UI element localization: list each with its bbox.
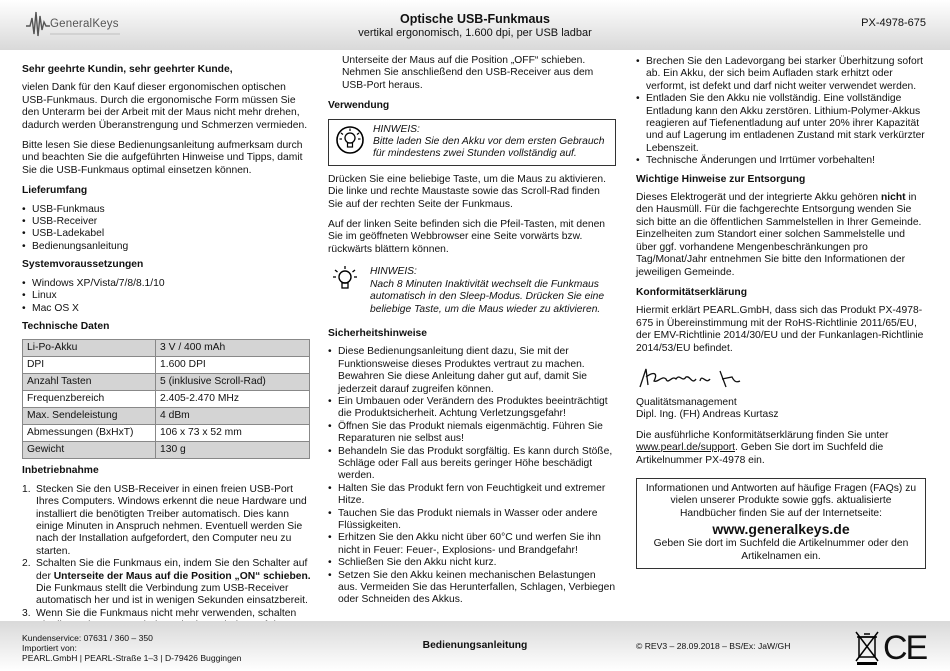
list-item: • Setzen Sie den Akku keinen mechanischen Belastungen aus. Vermeiden Sie das Herunterfallen, Schlagen, Verbiegen oder Schneiden des Akkus. [328,570,616,607]
qm-name: Dipl. Ing. (FH) Andreas Kurtasz [636,409,779,421]
spec-label: Gewicht [23,442,156,459]
table-row [23,442,310,459]
conformity-paragraph: Hiermit erklärt PEARL.GmbH, dass sich das Produkt PX-4978-675 in Übereinstimmung mit der RoHS-Richtlinie 2011/65/EU, der EMV-Richtlinie 2014/30/EU und der Funkanlagen-Richtlinie 2014/53/EU befindet. [636,305,924,354]
article-number: PX-4978-675 [861,17,926,29]
spec-value: 130 g [156,442,310,459]
faq-text: Geben Sie dort im Suchfeld die Artikelnummer oder den Artikelnamen ein. [653,538,909,562]
list-item: • Windows XP/Vista/7/8/8.1/10 [22,278,312,290]
note-box-2 [328,262,616,320]
list-item: • Tauchen Sie das Produkt niemals in Wasser oder andere Flüssigkeiten. [328,508,616,533]
spec-label: Max. Sendeleistung [23,408,156,425]
support-link[interactable]: www.pearl.de/support [636,442,736,454]
list-item: • Behandeln Sie das Produkt sorgfältig. Es kann durch Stöße, Schläge oder Fall aus bereits geringer Höhe beschädigt werden. [328,446,616,483]
step-text-bold: Unterseite der Maus auf die Position „ON“ schieben. [53,570,311,582]
disposal-text: in den Hausmüll. Für die fachgerechte Entsorgung wenden Sie sich bitte an die öffentlichen Sammelstellen in Ihrer Gemeinde. Einzelheiten zum Standort einer solchen Sammelstelle und über ggf. vorhandene Mengenbeschränkungen pro Tag/Monat/Jahr entnehmen Sie bitte den Informationen der jeweiligen Gemeinde. [636,192,922,278]
spec-value: 3 V / 400 mAh [156,340,310,357]
spec-value: 4 dBm [156,408,310,425]
sysreq-heading: Systemvoraussetzungen [22,259,144,271]
lightbulb-icon [330,264,360,294]
table-row [23,374,310,391]
spec-label: Anzahl Tasten [23,374,156,391]
greeting: Sehr geehrte Kundin, sehr geehrter Kunde, [22,64,233,75]
table-row [23,408,310,425]
list-item: • Öffnen Sie das Produkt niemals eigenmächtig. Führen Sie Reparaturen nie selbst aus! [328,421,616,446]
table-row [23,391,310,408]
scope-heading: Lieferumfang [22,185,88,197]
step-number: 1. [22,483,31,495]
list-item: • USB-Funkmaus [22,204,312,216]
step-number: 2. [22,558,31,570]
intro-paragraph-1: vielen Dank für den Kauf dieser ergonomischen optischen USB-Funkmaus. Durch die ergonomische Form müssen Sie den Unterarm bei der Arbeit mit der Maus nicht mehr drehen, dadurch werden Überanstrengung und Schmerzen vermieden. [22,82,308,131]
column-1 [22,62,312,633]
disposal-paragraph [636,192,926,279]
list-item: • Erhitzen Sie den Akku nicht über 60°C und werfen Sie ihn nicht in Feuer: Feuer-, Explosions- und Brandgefahr! [328,532,616,557]
specs-table [22,339,310,459]
step-text: Schalten Sie die Funkmaus ein, indem Sie den Schalter auf der [36,558,308,582]
list-item: • USB-Receiver [22,216,312,228]
revision-info: © REV3 – 28.09.2018 – BS/Ex: JaW/GH [636,641,791,651]
spec-label: Frequenzbereich [23,391,156,408]
ce-mark: CE [883,629,927,667]
step-text: Die Funkmaus stellt die Verbindung zum USB-Receiver automatisch her und ist in wenigen Sekunden einsatzbereit. [36,582,308,607]
step-text: Stecken Sie den USB-Receiver in einen freien USB-Port Ihres Computers. Windows erkennt die neue Hardware und installiert die benötigten Treiber automatisch. Dies kann einige Minuten in Anspruch nehmen. Eventuell werden Sie nach der Installation aufgefordert, den Computer neu zu starten. [36,483,307,557]
step-text: Wenn Sie die Funkmaus nicht mehr verwenden, schalten [36,607,297,619]
list-item: • Brechen Sie den Ladevorgang bei starker Überhitzung sofort ab. Ein Akku, der sich beim Aufladen stark erhitzt oder verformt, ist defekt und darf nicht weiter verwendet werden. [636,56,926,93]
list-item: • Bedienungsanleitung [22,241,312,253]
faq-url[interactable]: www.generalkeys.de [712,521,850,538]
full-declaration [636,430,926,467]
usage-paragraph-2: Auf der linken Seite befinden sich die Pfeil-Tasten, mit denen Sie im geöffneten Webbrowser eine Seite vorwärts bzw. rückwärts blättern können. [328,219,606,255]
spec-label: Abmessungen (BxHxT) [23,425,156,442]
page-header [0,0,950,50]
list-item: • Entladen Sie den Akku nie vollständig. Eine vollständige Entladung kann den Akku zerstören. Lithium-Polymer-Akkus reagieren auf Tiefenentladung auf unter 20% ihrer Kapazität und auf Lagerung im entladenen Zustand mit stark verkürzter Lebenszeit. [636,93,926,155]
brand-logo [24,8,124,40]
spec-value: 2.405-2.470 MHz [156,391,310,408]
conformity-heading: Konformitätserklärung [636,286,747,298]
footer-contact [22,633,241,664]
step-3-continued: Unterseite der Maus auf die Position „OFF“ schieben. Nehmen Sie anschließend den USB-Receiver aus dem USB-Port heraus. [342,55,594,91]
faq-text: Informationen und Antworten auf häufige Fragen (FAQs) zu vielen unserer Produkte sowie ggfs. aktualisierte Handbücher finden Sie auf der Internetseite: [645,483,917,519]
spec-label: Li-Po-Akku [23,340,156,357]
list-item: • USB-Ladekabel [22,228,312,240]
tech-heading: Technische Daten [22,320,110,332]
disposal-heading: Wichtige Hinweise zur Entsorgung [636,173,806,185]
note-text: Bitte laden Sie den Akku vor dem ersten Gebrauch für mindestens zwei Stunden vollständig auf. [373,136,605,160]
lightbulb-icon [335,125,365,155]
disposal-bold: nicht [880,192,906,204]
qm-title: Qualitätsmanagement [636,396,737,408]
note-title: HINWEIS: [373,123,420,135]
spec-value: 106 x 73 x 52 mm [156,425,310,442]
document-subtitle: vertikal ergonomisch, 1.600 dpi, per USB ladbar [358,27,592,39]
signature [636,363,926,395]
list-item: • Ein Umbauen oder Verändern des Produktes beeinträchtigt die Produktsicherheit. Achtung Verletzungsgefahr! [328,396,616,421]
disposal-text: Dieses Elektrogerät und der integrierte Akku gehören [636,192,881,204]
column-2 [328,55,616,613]
safety-list [328,346,616,607]
intro-paragraph-2: Bitte lesen Sie diese Bedienungsanleitung aufmerksam durch und beachten Sie die aufgeführten Hinweise und Tipps, damit Sie die USB-Funkmaus optimal einsetzen können. [22,140,303,176]
scope-list [22,204,312,254]
setup-heading: Inbetriebnahme [22,465,99,477]
faq-box [636,478,926,569]
table-row [23,357,310,374]
declaration-text: . Geben Sie dort im Suchfeld die Artikelnummer PX-4978 ein. [636,442,884,466]
note-box-1 [328,119,616,166]
spec-label: DPI [23,357,156,374]
list-item: • Schließen Sie den Akku nicht kurz. [328,557,616,569]
signature-image [636,363,766,395]
list-item: • Linux [22,290,312,302]
usage-paragraph-1: Drücken Sie eine beliebige Taste, um die Maus zu aktivieren. Die linke und rechte Maustaste sowie das Scroll-Rad finden Sie auf der rechten Seite der Funkmaus. [328,173,606,210]
list-item: • Halten Sie das Produkt fern von Feuchtigkeit und extremer Hitze. [328,483,616,508]
setup-step-2 [22,558,312,608]
column-3 [636,56,926,475]
document-type: Bedienungsanleitung [422,640,528,651]
spec-value: 1.600 DPI [156,357,310,374]
address-line: PEARL.GmbH | PEARL-Straße 1–3 | D-79426 Buggingen [22,653,242,664]
list-item: • Technische Änderungen und Irrtümer vorbehalten! [636,155,926,167]
sysreq-list [22,278,312,315]
note-title: HINWEIS: [370,266,417,278]
document-title: Optische USB-Funkmaus [399,12,551,26]
setup-steps [22,484,312,633]
table-row [23,340,310,357]
setup-step-1 [22,484,312,558]
logo-text: GeneralKeys [50,18,119,30]
list-item: • Diese Bedienungsanleitung dient dazu, Sie mit der Funktionsweise dieses Produktes vertraut zu machen. Bewahren Sie diese Anleitung daher gut auf, damit Sie jederzeit darauf zugreifen können. [328,346,616,396]
table-row [23,425,310,442]
safety-list-continued [636,56,926,168]
safety-heading: Sicherheitshinweise [328,327,428,339]
step-number: 3. [22,607,31,619]
spec-value: 5 (inklusive Scroll-Rad) [156,374,310,391]
importer-line: Importiert von: [22,643,77,654]
note-text: Nach 8 Minuten Inaktivität wechselt die Funkmaus automatisch in den Sleep-Modus. Drücken Sie eine beliebige Taste, um die Maus wieder zu aktivieren. [370,278,605,315]
declaration-text: Die ausführliche Konformitätserklärung finden Sie unter [636,429,889,441]
service-line: Kundenservice: 07631 / 360 – 350 [22,633,153,643]
page-footer [0,621,950,671]
list-item: • Mac OS X [22,303,312,315]
usage-heading: Verwendung [328,100,390,112]
